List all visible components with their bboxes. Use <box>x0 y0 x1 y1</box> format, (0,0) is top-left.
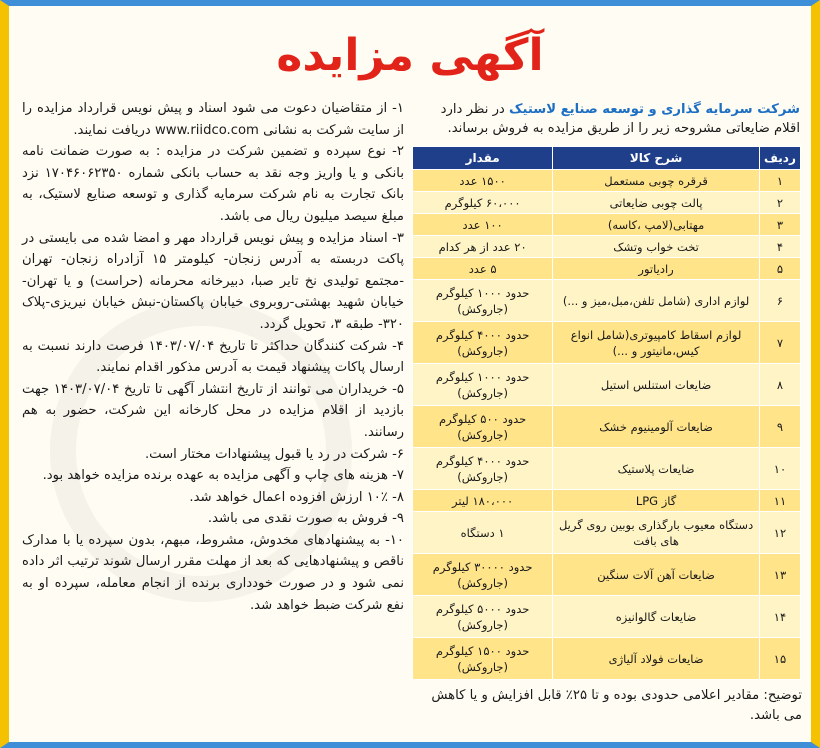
header-quantity: مقدار <box>413 147 553 170</box>
row-number: ۱۱ <box>759 490 800 512</box>
row-quantity: ۱۰۰ عدد <box>413 214 553 236</box>
row-quantity: ۶۰،۰۰۰ کیلوگرم <box>413 192 553 214</box>
table-row <box>413 554 801 596</box>
row-number: ۱۲ <box>759 512 800 554</box>
row-quantity: حدود ۱۰۰۰ کیلوگرم (جاروکش) <box>413 280 553 322</box>
row-description: ضایعات پلاستیک <box>553 448 760 490</box>
table-row <box>413 638 801 680</box>
condition-item: ۱- از متقاضیان دعوت می شود اسناد و پیش نویس قرارداد مزایده را از سایت شرکت به نشانی www.riidco.com دریافت نمایند. <box>22 101 404 138</box>
row-description: لوازم اداری (شامل تلفن،مبل،میز و ...) <box>553 280 760 322</box>
row-description: دستگاه معیوب بارگذاری بوبین روی گریل های بافت <box>553 512 760 554</box>
condition-item: ۸- ۱۰٪ ارزش افزوده اعمال خواهد شد. <box>189 489 404 505</box>
table-footnote: توضیح: مقادیر اعلامی حدودی بوده و تا ۲۵٪ قابل افزایش و یا کاهش می باشد. <box>431 688 802 723</box>
condition-item: ۳- اسناد مزایده و پیش نویس قرارداد مهر و امضا شده می بایستی در پاکت دربسته به آدرس زنجان- کیلومتر ۱۵ آزادراه زنجان- تهران -مجتمع تولیدی نخ تایر صبا، دبیرخانه محرمانه (حراست) و یا تهران-خیابان شهید بهشتی-روبروی خیابان پاکستان-نبش خیابان نیریزی-پلاک ۳۲۰- طبقه ۳، تحویل گردد. <box>22 230 404 332</box>
table-row <box>413 280 801 322</box>
table-row <box>413 490 801 512</box>
row-number: ۱۰ <box>759 448 800 490</box>
table-row <box>413 596 801 638</box>
table-row <box>413 512 801 554</box>
row-quantity: حدود ۱۰۰۰ کیلوگرم (جاروکش) <box>413 364 553 406</box>
intro-text: در نظر دارد اقلام ضایعاتی مشروحه زیر را از طریق مزایده به فروش برساند. <box>440 102 800 136</box>
row-number: ۱۵ <box>759 638 800 680</box>
condition-item: ۴- شرکت کنندگان حداکثر تا تاریخ ۱۴۰۳/۰۷/۰۴ فرصت دارند نسبت به ارسال پاکات پیشنهاد قیمت به آدرس مذکور اقدام نمایند. <box>22 338 404 376</box>
table-row <box>413 364 801 406</box>
row-number: ۸ <box>759 364 800 406</box>
row-description: لوازم اسقاط کامپیوتری(شامل انواع کیس،مانیتور و ...) <box>553 322 760 364</box>
header-row-number: ردیف <box>759 147 800 170</box>
condition-item: ۹- فروش به صورت نقدی می باشد. <box>207 511 404 527</box>
row-quantity: حدود ۱۵۰۰ کیلوگرم (جاروکش) <box>413 638 553 680</box>
condition-item: ۷- هزینه های چاپ و آگهی مزایده به عهده برنده مزایده خواهد بود. <box>42 468 404 484</box>
row-description: ضایعات گالوانیزه <box>553 596 760 638</box>
row-quantity: حدود ۳۰۰۰۰ کیلوگرم (جاروکش) <box>413 554 553 596</box>
row-quantity: حدود ۴۰۰۰ کیلوگرم (جاروکش) <box>413 448 553 490</box>
condition-item: ۶- شرکت در رد یا قبول پیشنهادات مختار است. <box>144 446 404 462</box>
row-description: قرقره چوبی مستعمل <box>553 170 760 192</box>
row-quantity: ۱۵۰۰ عدد <box>413 170 553 192</box>
row-description: ضایعات استنلس استیل <box>553 364 760 406</box>
row-quantity: ۵ عدد <box>413 258 553 280</box>
table-row <box>413 236 801 258</box>
intro-paragraph <box>412 100 800 138</box>
row-quantity: ۱ دستگاه <box>413 512 553 554</box>
row-number: ۶ <box>759 280 800 322</box>
page-title: آگهی مزایده <box>276 30 544 81</box>
table-row <box>413 214 801 236</box>
row-quantity: حدود ۵۰۰ کیلوگرم (جاروکش) <box>413 406 553 448</box>
condition-item: ۱۰- به پیشنهادهای مخدوش، مشروط، مبهم، بدون سپرده یا با مدارک ناقص و پیشنهادهایی که بعد از مهلت مقرر ارسال شوند ترتیب اثر داده نمی شود و در صورت خودداری برنده از انجام معامله، سپرده او به نفع شرکت ضبط خواهد شد. <box>22 532 404 613</box>
condition-item: ۲- نوع سپرده و تضمین شرکت در مزایده : به صورت ضمانت نامه بانکی و یا واریز وجه نقد به حساب بانکی شماره ۱۷۰۴۶۰۶۲۳۵۰ نزد بانک تجارت به نام شرکت سرمایه گذاری و توسعه صنایع لاستیک، به مبلغ سیصد میلیون ریال می باشد. <box>22 144 404 224</box>
row-description: ضایعات آلومینیوم خشک <box>553 406 760 448</box>
row-description: مهتابی(لامپ ،کاسه) <box>553 214 760 236</box>
row-description: ضایعات فولاد آلیاژی <box>553 638 760 680</box>
table-row <box>413 192 801 214</box>
condition-item: ۵- خریداران می توانند از تاریخ انتشار آگهی تا تاریخ ۱۴۰۳/۰۷/۰۴ جهت بازدید از اقلام مزایده در محل کارخانه این شرکت، حضور به هم رسانند. <box>22 381 405 440</box>
row-number: ۱۳ <box>759 554 800 596</box>
row-quantity: ۲۰ عدد از هر کدام <box>413 236 553 258</box>
conditions-list <box>22 98 404 616</box>
row-quantity: ۱۸۰،۰۰۰ لیتر <box>413 490 553 512</box>
table-row <box>413 258 801 280</box>
table-row <box>413 170 801 192</box>
row-number: ۳ <box>759 214 800 236</box>
row-number: ۷ <box>759 322 800 364</box>
row-number: ۴ <box>759 236 800 258</box>
row-number: ۱ <box>759 170 800 192</box>
row-number: ۵ <box>759 258 800 280</box>
table-row <box>413 406 801 448</box>
row-description: رادیاتور <box>553 258 760 280</box>
row-description: گاز LPG <box>553 490 760 512</box>
row-description: پالت چوبی ضایعاتی <box>553 192 760 214</box>
items-table <box>412 146 801 680</box>
row-number: ۹ <box>759 406 800 448</box>
row-description: تخت خواب وتشک <box>553 236 760 258</box>
row-number: ۱۴ <box>759 596 800 638</box>
company-name: شرکت سرمایه گذاری و توسعه صنایع لاستیک <box>509 102 800 117</box>
table-row <box>413 448 801 490</box>
row-number: ۲ <box>759 192 800 214</box>
table-row <box>413 322 801 364</box>
header-description: شرح کالا <box>553 147 760 170</box>
row-quantity: حدود ۵۰۰۰ کیلوگرم (جاروکش) <box>413 596 553 638</box>
row-quantity: حدود ۴۰۰۰ کیلوگرم (جاروکش) <box>413 322 553 364</box>
row-description: ضایعات آهن آلات سنگین <box>553 554 760 596</box>
table-header-row <box>413 147 801 170</box>
